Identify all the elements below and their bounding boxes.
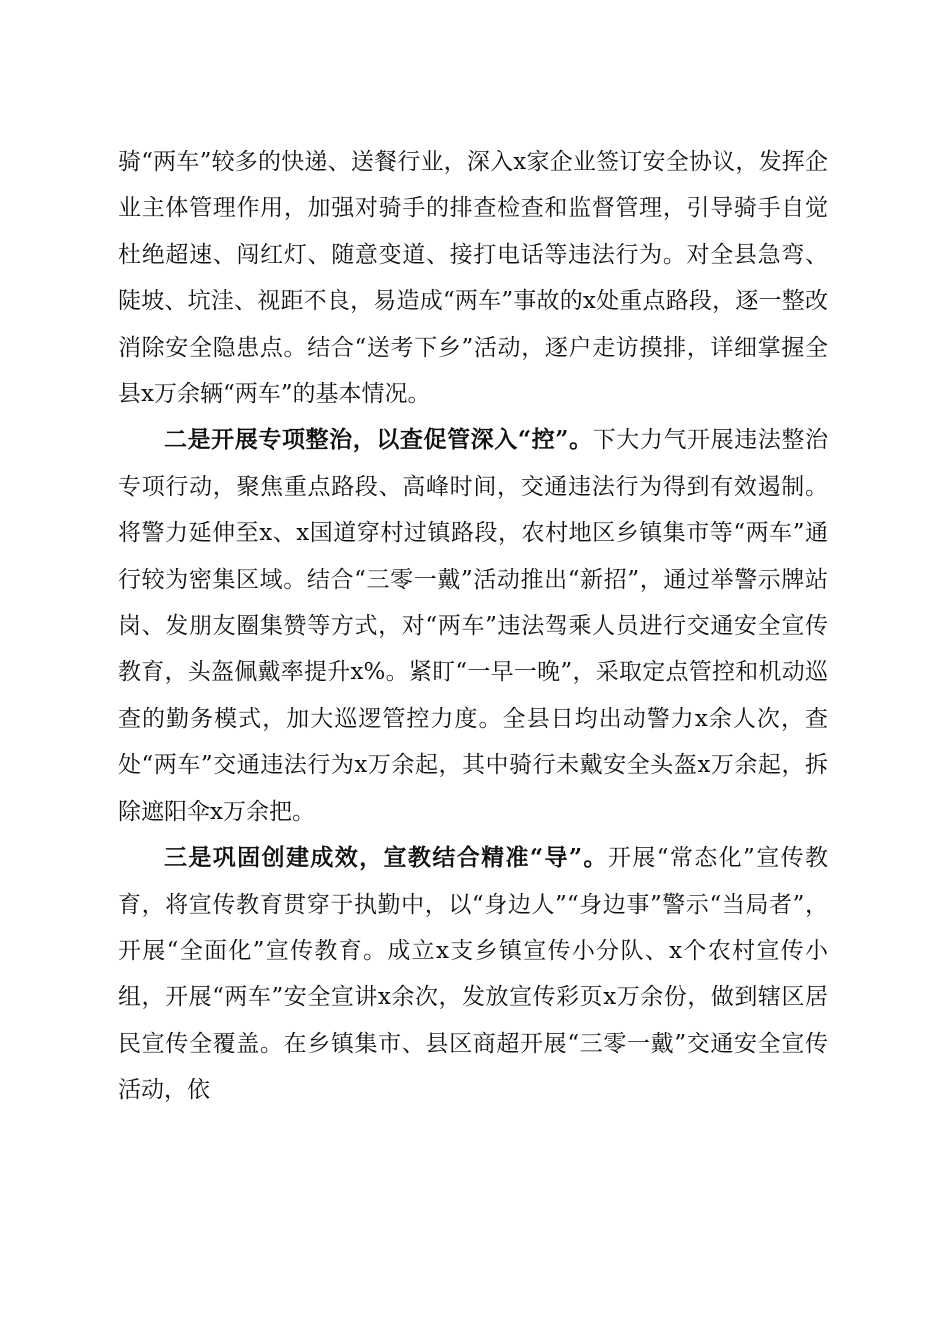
paragraph-1 — [118, 139, 828, 417]
paragraph-2-lead: 二是开展专项整治，以查促管深入“控”。 — [164, 426, 593, 454]
paragraph-3-body: 开展“常态化”宣传教育，将宣传教育贯穿于执勤中，以“身边人”“身边事”警示“当局者”，开展“全面化”宣传教育。成立x支乡镇宣传小分队、x个农村宣传小组，开展“两车”安全宣讲x余次，发放宣传彩页x万余份，做到辖区居民宣传全覆盖。在乡镇集市、县区商超开展“三零一戴”交通安全宣传活动，依 — [118, 845, 828, 1104]
paragraph-2-body: 下大力气开展违法整治专项行动，聚焦重点路段、高峰时间，交通违法行为得到有效遏制。将警力延伸至x、x国道穿村过镇路段，农村地区乡镇集市等“两车”通行较为密集区域。结合“三零一戴”活动推出“新招”，通过举警示牌站岗、发朋友圈集赞等方式，对“两车”违法驾乘人员进行交通安全宣传教育，头盔佩戴率提升x%。紧盯“一早一晚”，采取定点管控和机动巡查的勤务模式，加大巡逻管控力度。全县日均出动警力x余人次，查处“两车”交通违法行为x万余起，其中骑行未戴安全头盔x万余起，拆除遮阳伞x万余把。 — [118, 427, 829, 825]
document-body — [118, 139, 828, 1114]
paragraph-2 — [118, 417, 828, 835]
paragraph-3 — [118, 835, 828, 1113]
paragraph-1-body: 骑“两车”较多的快递、送餐行业，深入x家企业签订安全协议，发挥企业主体管理作用，加强对骑手的排查检查和监督管理，引导骑手自觉杜绝超速、闯红灯、随意变道、接打电话等违法行为。对全县急弯、陡坡、坑洼、视距不良，易造成“两车”事故的x处重点路段，逐一整改消除安全隐患点。结合“送考下乡”活动，逐户走访摸排，详细掌握全县x万余辆“两车”的基本情况。 — [118, 149, 828, 408]
paragraph-3-lead: 三是巩固创建成效，宣教结合精准“导”。 — [164, 844, 608, 872]
